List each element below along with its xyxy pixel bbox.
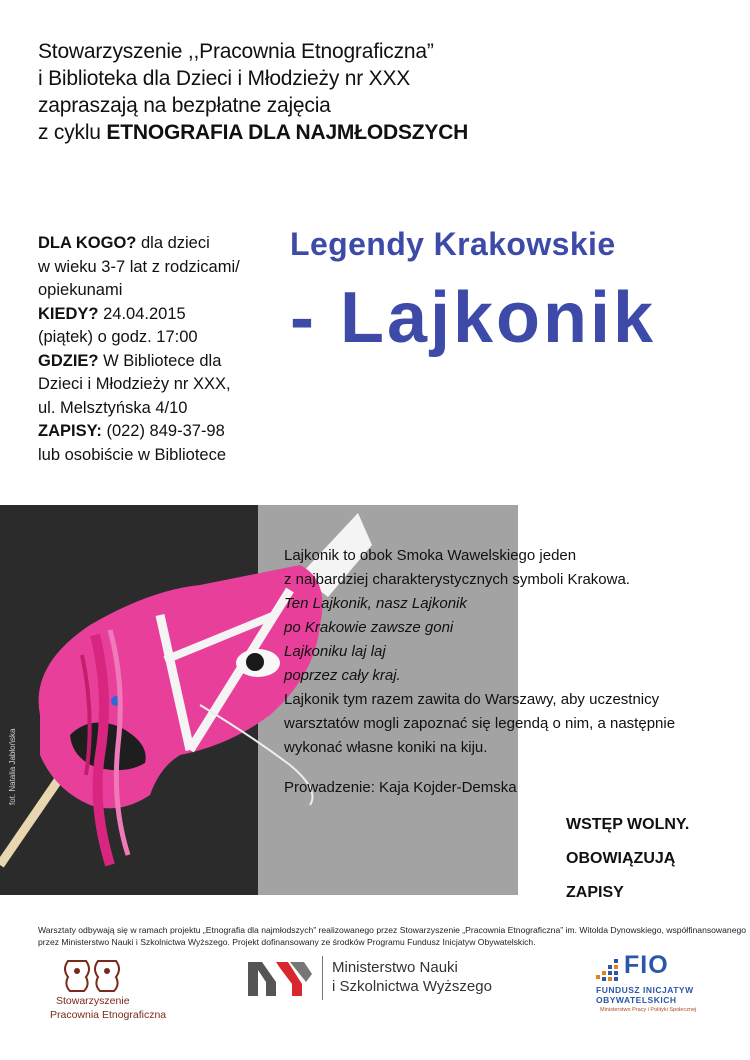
event-info xyxy=(38,232,278,467)
when-line-2: (piątek) o godz. 17:00 xyxy=(38,328,198,346)
ministry-separator xyxy=(322,956,323,1000)
association-name-1: Stowarzyszenie xyxy=(56,995,130,1007)
who-label: DLA KOGO? xyxy=(38,234,137,252)
where-line-3: ul. Melsztyńska 4/10 xyxy=(38,398,188,417)
where-label: GDZIE? xyxy=(38,351,99,370)
when-date: 24.04.2015 xyxy=(98,304,186,323)
where-line-2: Dzieci i Młodzieży nr XXX, xyxy=(38,375,231,393)
workshop-leader: Prowadzenie: Kaja Kojder-Demska xyxy=(284,779,517,796)
ministry-name-2: i Szkolnictwa Wyższego xyxy=(332,978,492,995)
when-label: KIEDY? xyxy=(38,304,99,323)
who-line-1 xyxy=(38,232,278,256)
title-legends: Legendy Krakowskie xyxy=(290,226,616,262)
header-line-organizer: Stowarzyszenie ,,Pracownia Etnograficzna” xyxy=(38,40,434,63)
entry-line: ZAPISY xyxy=(566,884,624,901)
where-line-1 xyxy=(38,350,278,374)
signup-line-1 xyxy=(38,420,278,444)
song-line: poprzez cały kraj. xyxy=(284,667,401,684)
who-line-2: w wieku 3-7 lat z rodzicami/ xyxy=(38,257,240,276)
header-line-invite: zapraszają na bezpłatne zajęcia xyxy=(38,94,331,117)
song-line: Lajkoniku laj laj xyxy=(284,643,386,660)
series-prefix: z cyklu xyxy=(38,121,107,144)
footnote-line: Warsztaty odbywają się w ramach projektu „Etnografia dla najmłodszych” realizowanego przez Stowarzyszenie „Pracownia Etnograficzna” im. Witolda Dynowskiego, współfinansowanego xyxy=(38,925,747,935)
signup-label: ZAPISY: xyxy=(38,422,102,440)
fio-dots-icon xyxy=(594,957,624,983)
desc-line: Lajkonik tym razem zawita do Warszawy, aby uczestnicy xyxy=(284,691,660,708)
desc-line: wykonać własne koniki na kiju. xyxy=(284,739,488,756)
entry-line: WSTĘP WOLNY. xyxy=(566,816,690,833)
free-entry-notice xyxy=(566,808,689,910)
header-line-series xyxy=(38,119,718,146)
desc-line: z najbardziej charakterystycznych symboli Krakowa. xyxy=(284,571,630,588)
where-text: W Bibliotece dla xyxy=(98,351,222,370)
entry-line: OBOWIĄZUJĄ xyxy=(566,850,676,867)
fio-wordmark: FIO xyxy=(624,951,669,979)
title-lajkonik: - Lajkonik xyxy=(290,278,657,358)
series-name: ETNOGRAFIA DLA NAJMŁODSZYCH xyxy=(106,121,469,144)
association-logo xyxy=(48,955,167,1025)
association-name-2: Pracownia Etnograficzna xyxy=(50,1009,167,1021)
header-line-library: i Biblioteka dla Dzieci i Młodzieży nr XXX xyxy=(38,67,411,90)
who-line-3: opiekunami xyxy=(38,281,123,299)
signup-phone: (022) 849-37-98 xyxy=(101,422,225,440)
song-line: po Krakowie zawsze goni xyxy=(284,619,454,636)
signup-line-2: lub osobiście w Bibliotece xyxy=(38,445,227,464)
invitation-header xyxy=(38,38,718,146)
ministry-mark-icon xyxy=(246,956,316,1000)
fio-name-1: FUNDUSZ INICJATYW xyxy=(596,985,694,995)
horse-eye-pupil xyxy=(246,653,264,671)
footnote-line: przez Ministerstwo Nauki i Szkolnictwa Wyższego. Projekt dofinansowany ze środków Programu Fundusz Inicjatyw Obywatelskich. xyxy=(38,936,536,947)
desc-line: warsztatów mogli zapoznać się legendą o nim, a następnie xyxy=(284,715,676,732)
who-text: dla dzieci xyxy=(136,234,210,252)
photo-credit: fot. Natalia Jabłońska xyxy=(8,728,17,805)
fio-ministry: Ministerstwo Pracy i Polityki Społecznej xyxy=(600,1007,697,1013)
song-line: Ten Lajkonik, nasz Lajkonik xyxy=(284,595,467,612)
when-line-1 xyxy=(38,303,278,327)
legend-description xyxy=(284,544,724,760)
association-mark-icon xyxy=(60,957,130,995)
ministry-name-1: Ministerstwo Nauki xyxy=(332,959,458,976)
desc-line: Lajkonik to obok Smoka Wawelskiego jeden xyxy=(284,547,577,564)
funding-footnote xyxy=(38,925,747,948)
fio-logo xyxy=(592,951,702,1025)
fio-name-2: OBYWATELSKICH xyxy=(596,995,677,1005)
